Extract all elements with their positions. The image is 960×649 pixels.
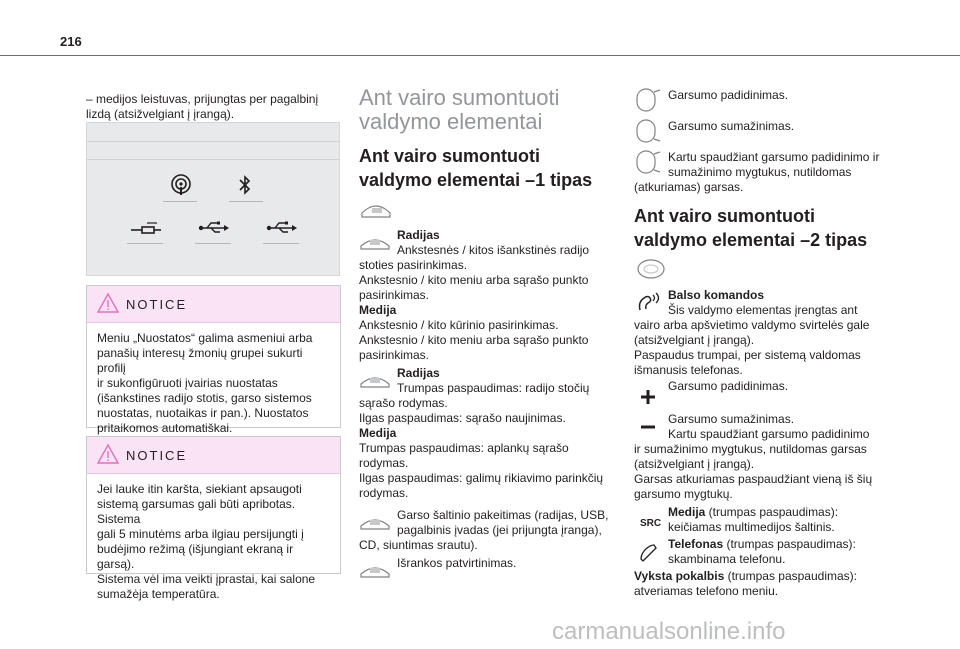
figure-divider: [87, 141, 339, 142]
stalk-control-icon: [634, 117, 662, 145]
volume-down-row: [634, 117, 894, 134]
text-fragment: (trumpas paspaudimas):: [724, 569, 857, 583]
intro-line: lizdą (atsižvelgiant į įrangą).: [86, 107, 235, 121]
text-line: Ankstesnio / kito meniu arba sąrašo punkto: [359, 333, 589, 347]
source-block: [359, 508, 609, 553]
text-line: Trumpas paspaudimas: aplankų sąrašo: [359, 441, 569, 455]
src-label: Medija: [668, 505, 706, 519]
notice-header: [87, 437, 340, 474]
minus-block: [634, 412, 894, 502]
notice-line: budėjimo režimą (išjungiant ekraną ir garsą).: [97, 542, 294, 571]
text-line: CD, siuntimas srautu).: [359, 538, 478, 552]
notice-line: gali 5 minutėms arba ilgiau persijungti į: [97, 527, 304, 541]
notice-body: [87, 474, 340, 610]
text-line: sumažinimo mygtukus, nutildomas: [668, 165, 852, 179]
steering-control-icon: [359, 562, 391, 578]
text-line: Garsumo padidinimas.: [668, 88, 789, 102]
mute-row: [634, 148, 894, 195]
phone-block: [634, 537, 894, 567]
call-block: [634, 569, 894, 599]
wireless-charging-icon: [169, 173, 193, 197]
text-line: Garsumo sumažinimas.: [668, 119, 795, 133]
text-line: vairo arba apšvietimo valdymo svirtelės gale: [634, 318, 870, 332]
type1-heading: [359, 144, 592, 192]
notice-body: [87, 323, 340, 444]
intro-line: – medijos leistuvas, prijungtas per pagalbinį: [86, 92, 319, 106]
heading-line: Ant vairo sumontuoti: [359, 146, 540, 166]
text-line: Kartu spaudžiant garsumo padidinimo: [668, 427, 870, 441]
notice-line: ir sukonfigūruoti įvairias nuostatas: [97, 376, 278, 390]
text-line: Trumpas paspaudimas: radijo stočių: [397, 381, 590, 395]
icon-underline: [229, 201, 263, 202]
text-line: Paspaudus trumpai, per sistemą valdomas: [634, 348, 861, 362]
text-line: ir sumažinimo mygtukus, nutildomas garsas: [634, 442, 867, 456]
section-title-line: valdymo elementai: [359, 109, 543, 134]
media-label: Medija: [359, 426, 397, 440]
radio-label: Radijas: [397, 228, 440, 242]
voice-command-icon: [634, 290, 662, 314]
text-line: Ilgas paspaudimas: sąrašo naujinimas.: [359, 411, 566, 425]
type2-heading: [634, 204, 867, 252]
text-line: stoties pasirinkimas.: [359, 258, 468, 272]
intro-text: [86, 92, 346, 122]
text-line: Ankstesnės / kitos išankstinės radijo: [397, 243, 590, 257]
radio-block-1: [359, 228, 609, 363]
icon-underline: [163, 201, 197, 202]
usb-icon: [265, 219, 299, 235]
src-icon: SRC: [640, 518, 662, 529]
notice-line: Sistema vėl ima veikti įprastai, kai salone: [97, 572, 316, 586]
voice-label: Balso komandos: [668, 288, 765, 302]
icon-underline: [263, 243, 299, 244]
figure-divider: [87, 159, 339, 160]
notice-box: [86, 285, 341, 435]
aux-jack-icon: [129, 219, 163, 235]
media-label: Medija: [359, 303, 397, 317]
text-line: pasirinkimas.: [359, 348, 430, 362]
usb-icon: [197, 219, 231, 235]
text-line: Ilgas paspaudimas: galimų rikiavimo parinkčių: [359, 471, 604, 485]
voice-block: [634, 288, 894, 378]
steering-control-icon: [360, 201, 392, 219]
section-title-line: Ant vairo sumontuoti: [359, 85, 560, 110]
notice-header: [87, 286, 340, 323]
connectivity-figure: [86, 122, 340, 276]
text-line: atveriamas telefono meniu.: [634, 584, 779, 598]
text-line: skambinama telefonu.: [668, 552, 786, 566]
header-rule: [0, 55, 960, 56]
phone-icon: [640, 543, 658, 563]
radio-block-2: [359, 366, 609, 501]
text-line: keičiamas multimedijos šaltinis.: [668, 520, 835, 534]
steering-control-icon: [359, 234, 391, 250]
src-block: [634, 505, 894, 535]
plus-icon: [640, 389, 656, 405]
call-label: Vyksta pokalbis: [634, 569, 725, 583]
notice-line: (išankstines radijo stotis, garso sistemos: [97, 391, 312, 405]
steering-control-icon: [359, 372, 391, 388]
volume-up-row: [634, 86, 894, 103]
notice-line: sumažėja temperatūra.: [97, 587, 220, 601]
text-line: rodymas.: [359, 456, 409, 470]
text-line: išmanusis telefonas.: [634, 363, 743, 377]
plus-row: [634, 379, 894, 394]
stalk-control-icon: [634, 86, 662, 114]
notice-box: [86, 436, 341, 601]
text-line: Kartu spaudžiant garsumo padidinimo ir: [668, 150, 880, 164]
notice-title: NOTICE: [126, 297, 188, 312]
warning-icon: [97, 293, 119, 313]
notice-line: Meniu „Nuostatos“ galima asmeniui arba: [97, 331, 313, 345]
text-line: Garsumo padidinimas.: [668, 379, 789, 393]
heading-line: valdymo elementai –2 tipas: [634, 230, 868, 250]
watermark: carmanualsonline.info: [552, 618, 786, 645]
text-line: (atsižvelgiant į įrangą).: [634, 457, 755, 471]
text-line: Garso šaltinio pakeitimas (radijas, USB,: [397, 508, 609, 522]
bluetooth-icon: [235, 173, 255, 197]
confirm-block: [359, 556, 609, 571]
page-number: 216: [60, 34, 82, 49]
text-line: pagalbinis įvadas (jei prijungta įranga),: [397, 523, 602, 537]
heading-line: valdymo elementai –1 tipas: [359, 170, 593, 190]
text-line: garsumo mygtukų.: [634, 487, 733, 501]
steering-control-icon: [359, 514, 391, 530]
notice-line: Jei lauke itin karšta, siekiant apsaugoti: [97, 482, 302, 496]
minus-icon: [640, 424, 656, 430]
heading-line: Ant vairo sumontuoti: [634, 206, 815, 226]
text-line: Garsumo sumažinimas.: [668, 412, 795, 426]
radio-label: Radijas: [397, 366, 440, 380]
notice-line: nuostatas, nuotaikas ir pan.). Nuostatos: [97, 406, 309, 420]
icon-underline: [195, 243, 231, 244]
notice-title: NOTICE: [126, 448, 188, 463]
phone-label: Telefonas: [668, 537, 724, 551]
text-line: (atsižvelgiant į įrangą).: [634, 333, 755, 347]
notice-line: sistemą garsumas gali būti apribotas. Sistema: [97, 497, 296, 526]
notice-line: pritaikomos automatiškai.: [97, 421, 233, 435]
icon-underline: [127, 243, 163, 244]
text-line: rodymas.: [359, 486, 409, 500]
notice-line: panašių interesų žmonių grupei sukurti profilį: [97, 346, 303, 375]
text-line: (atkuriamas) garsas.: [634, 180, 744, 194]
text-fragment: (trumpas paspaudimas):: [723, 537, 856, 551]
text-fragment: (trumpas paspaudimas):: [705, 505, 839, 519]
text-line: Garsas atkuriamas paspaudžiant vieną iš šių: [634, 472, 873, 486]
section-title: [359, 86, 560, 134]
text-line: Išrankos patvirtinimas.: [397, 556, 517, 570]
stalk-control-icon: [634, 148, 662, 176]
text-line: sąrašo rodymas.: [359, 396, 448, 410]
text-line: Šis valdymo elementas įrengtas ant: [668, 303, 858, 317]
text-line: Ankstesnio / kito kūrinio pasirinkimas.: [359, 318, 559, 332]
text-line: pasirinkimas.: [359, 288, 430, 302]
warning-icon: [97, 444, 119, 464]
steering-wheel-icon: [636, 258, 666, 280]
text-line: Ankstesnio / kito meniu arba sąrašo punkto: [359, 273, 589, 287]
